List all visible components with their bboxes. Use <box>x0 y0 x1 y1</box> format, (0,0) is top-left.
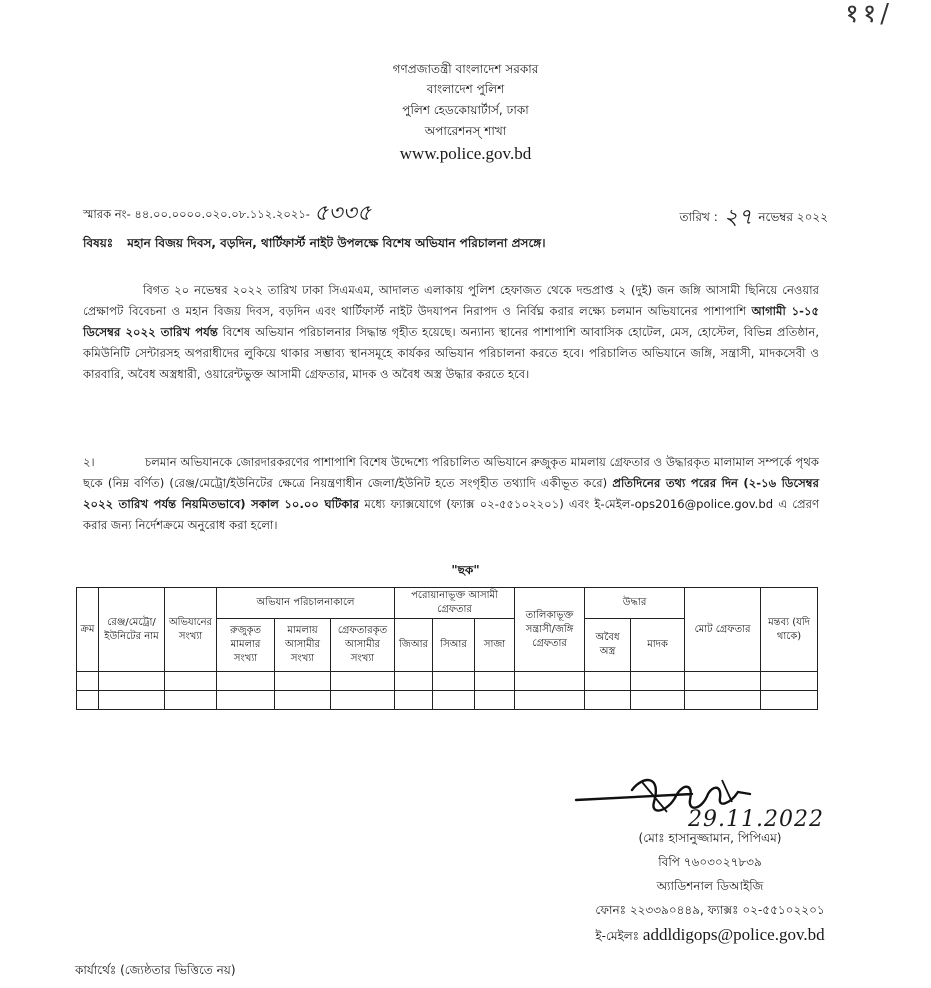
memo-date <box>680 200 829 237</box>
col-serial: ক্রম <box>77 588 99 672</box>
col-listed-arrest: তালিকাভূক্ত সন্ত্রাসী/জঙ্গি গ্রেফতার <box>515 588 585 672</box>
paragraph-2-number: ২। <box>83 455 95 469</box>
subject-line <box>83 235 546 255</box>
group-recovery: উদ্ধার <box>585 588 685 619</box>
branch-name: অপারেশনস্ শাখা <box>424 124 507 138</box>
paragraph-1-bold: আগামী ১-১৫ ডিসেম্বর ২০২২ তারিখ পর্যন্ত <box>83 304 819 339</box>
col-gr: জিআর <box>395 619 433 672</box>
subject-text: মহান বিজয় দিবস, বড়দিন, থার্টিফার্স্ট নাইট উপলক্ষে বিশেষ অভিযান পরিচালনা প্রসঙ্গে। <box>127 236 546 250</box>
paragraph-1-text-b: বিশেষ অভিযান পরিচালনার সিদ্ধান্ত গৃহীত হয়েছে। অন্যান্য স্থানের পাশাপাশি আবাসিক হোটেল, মেস, হোস্টেল, বিভিন্ন প্রতিষ্ঠান, কমিউনিটি সেন্টারসহ অপরাধীদের লুকিয়ে থাকার সম্ভাব্য স্থানসমূহে কার্যকর অভিযান পরিচালনা করতে হবে। পরিচালিত অভিযানে জঙ্গি, সন্ত্রাসী, মাদকসেবী ও কারবারি, অবৈধ অস্ত্রধারী, ওয়ারেন্টভুক্ত আসামী গ্রেফতার, মাদক ও অবৈধ অস্ত্র উদ্ধার করতে হবে। <box>83 325 820 381</box>
col-illegal-weapon: অবৈধ অস্ত্র <box>585 619 631 672</box>
group-warrant-arrest: পরোয়ানাভূক্ত আসামী গ্রেফতার <box>395 588 515 619</box>
memo-reference <box>83 196 371 233</box>
memo-ref-label: স্মারক নং- ৪৪.০০.০০০০.০২০.০৮.১১২.২০২১- <box>83 207 310 221</box>
paragraph-2-bold: প্রতিদিনের তথ্য পরের দিন (২-১৬ ডিসেম্বর ২০২২ তারিখ পর্যন্ত নিয়মিতভাবে) সকাল ১০.০০ ঘটিকার <box>83 476 819 511</box>
signer-bp: বিপি ৭৬০৩০২৭৮৩৯ <box>658 855 762 869</box>
signer-designation: অ্যাডিশনাল ডিআইজি <box>656 879 764 893</box>
table-row <box>77 672 818 691</box>
date-day: ২৭ <box>723 205 753 230</box>
signer-phone: ফোনঃ ২২৩৩৯০৪৪৯, ফ্যাক্সঃ ০২-৫৫১০২২০১ <box>595 903 825 917</box>
col-arrested-count: গ্রেফতারকৃত আসামীর সংখ্যা <box>331 619 395 672</box>
date-label: তারিখ : <box>679 210 718 224</box>
paragraph-2-text-b: মধ্যে ফ্যাক্সযোগে (ফ্যাক্স ০২-৫৫১০২২০১) এবং ই-মেইল-ops2016@police.gov.bd এ প্রেরণ করার জন্য নির্দেশক্রমে অনুরোধ করা হলো। <box>83 497 820 532</box>
signer-name: (মোঃ হাসানুজ্জামান, পিপিএম) <box>638 831 782 845</box>
col-unit-name: রেঞ্জ/মেট্রো/ ইউনিটের নাম <box>99 588 165 672</box>
col-operation-count: অভিযানের সংখ্যা <box>165 588 217 672</box>
hq-name: পুলিশ হেডকোয়ার্টার্স, ঢাকা <box>402 103 529 117</box>
paragraph-1-text-a: বিগত ২০ নভেম্বর ২০২২ তারিখ ঢাকা সিএমএম, আদালত এলাকায় পুলিশ হেফাজত থেকে দন্ডপ্রাপ্ত ২ (দুই) জন জঙ্গি আসামী ছিনিয়ে নেওয়ার প্রেক্ষাপট বিবেচনা ও মহান বিজয় দিবস, বড়দিন এবং থার্টিফার্স্ট নাইট উদযাপন নিরাপদ ও নির্বিঘ্ন করার লক্ষ্যে চলমান অভিযানের পাশাপাশি <box>83 283 819 318</box>
col-total-arrest: মোট গ্রেফতার <box>685 588 761 672</box>
memo-ref-number: ৫৩৩৫ <box>313 201 372 226</box>
paragraph-2 <box>83 452 819 536</box>
website-link[interactable]: www.police.gov.bd <box>399 144 532 163</box>
col-drug: মাদক <box>631 619 685 672</box>
date-rest: নভেম্বর ২০২২ <box>758 210 828 224</box>
col-accused-count: মামলায় আসামীর সংখ্যা <box>275 619 331 672</box>
col-cr: সিআর <box>433 619 475 672</box>
table-row <box>77 691 818 710</box>
group-operation: অভিযান পরিচালনাকালে <box>217 588 395 619</box>
email-link[interactable]: addldigops@police.gov.bd <box>642 925 825 944</box>
signature-date: 29.11.2022 <box>688 807 824 832</box>
table-title: "ছক" <box>451 563 480 577</box>
handwritten-corner-mark: ११/ <box>845 0 893 29</box>
email-label: ই-মেইলঃ <box>595 929 640 943</box>
paragraph-1 <box>83 280 819 385</box>
paragraph-2-text-a: চলমান অভিযানকে জোরদারকরণের পাশাপাশি বিশেষ উদ্দেশ্যে পরিচালিত অভিযানে রুজুকৃত মামলায় গ্রেফতার ও উদ্ধারকৃত মালামাল সম্পর্কে পৃথক ছকে (নিম্ন বর্ণিত) (রেঞ্জ/মেট্রো/ইউনিটের ক্ষেত্রে নিয়ন্ত্রণাধীন জেলা/ইউনিট হতে সংগৃহীত তথ্যাদি একীভূত করে) <box>83 455 819 490</box>
govt-name: গণপ্রজাতন্ত্রী বাংলাদেশ সরকার <box>392 62 539 76</box>
col-saja: সাজা <box>475 619 515 672</box>
footer-note: কার্যার্থেঃ (জ্যেষ্ঠতার ভিত্তিতে নয়) <box>75 963 236 977</box>
subject-label: বিষয়ঃ <box>83 236 114 250</box>
signer-email-line <box>560 923 860 948</box>
col-cases-filed: রুজুকৃত মামলার সংখ্যা <box>217 619 275 672</box>
report-format-table <box>76 587 818 710</box>
police-name: বাংলাদেশ পুলিশ <box>426 82 505 96</box>
col-remarks: মন্তব্য (যদি থাকে) <box>761 588 818 672</box>
